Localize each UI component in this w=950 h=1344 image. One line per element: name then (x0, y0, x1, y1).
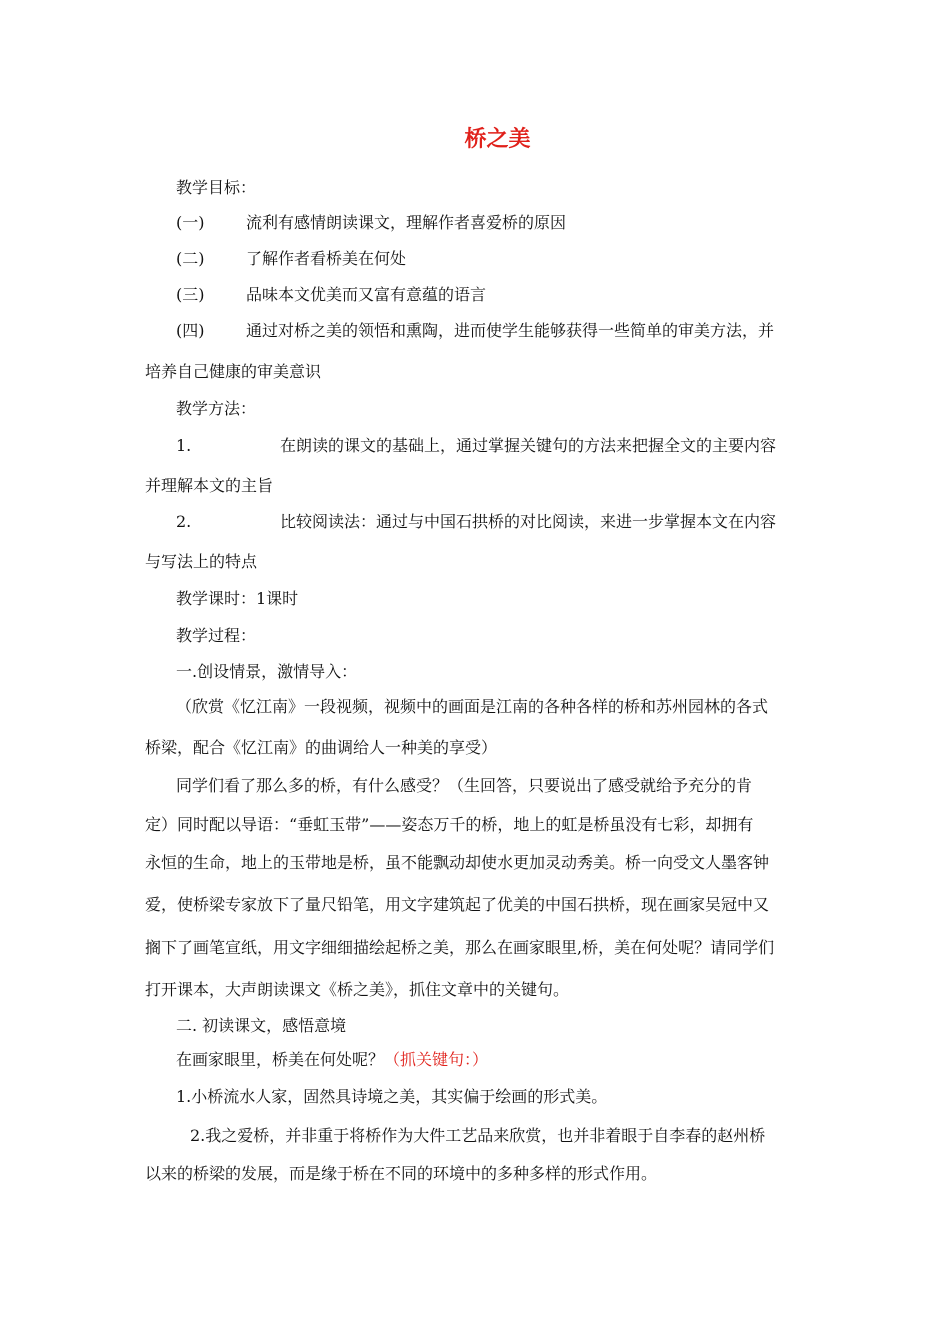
step1-heading: 一.创设情景，激情导入： (176, 662, 358, 681)
goal-number: (三) (176, 285, 205, 304)
goal-item-1 (176, 213, 566, 233)
step1-para2-line5: 搁下了画笔宣纸，用文字细细描绘起桥之美，那么在画家眼里,桥，美在何处呢？请同学们 (145, 938, 775, 957)
key-sentence-2-line2: 以来的桥梁的发展，而是缘于桥在不同的环境中的多种多样的形式作用。 (145, 1164, 658, 1183)
method-text: 在朗读的课文的基础上，通过掌握关键句的方法来把握全文的主要内容 (280, 436, 777, 455)
method-item-1 (176, 436, 776, 456)
goal-number: (四) (176, 321, 205, 340)
goal-text: 通过对桥之美的领悟和熏陶，进而使学生能够获得一些简单的审美方法，并 (246, 321, 775, 340)
step1-para2-line6: 打开课本，大声朗读课文《桥之美》，抓住文章中的关键句。 (145, 980, 570, 999)
goal-item-2 (176, 249, 406, 269)
step1-para2-line1: 同学们看了那么多的桥，有什么感受？（生回答，只要说出了感受就给予充分的肯 (176, 776, 753, 795)
step1-para2-line3: 永恒的生命，地上的玉带地是桥，虽不能飘动却使水更加灵动秀美。桥一向受文人墨客钟 (145, 853, 770, 872)
method-item-2 (176, 512, 776, 532)
goal-item-4 (176, 321, 774, 341)
goals-heading: 教学目标： (176, 178, 257, 197)
question-note: （抓关键句：） (384, 1050, 489, 1069)
key-sentence-2-line1: 2.我之爱桥，并非重于将桥作为大件工艺品来欣赏，也并非着眼于自李春的赵州桥 (190, 1126, 766, 1145)
method-number: 2. (176, 512, 192, 531)
process-heading: 教学过程： (176, 626, 257, 645)
teaching-hours: 教学课时：1课时 (176, 589, 299, 608)
step1-para2-line4: 爱，使桥梁专家放下了量尺铅笔，用文字建筑起了优美的中国石拱桥，现在画家吴冠中又 (145, 895, 770, 914)
goal-number: (一) (176, 213, 205, 232)
goal-text: 流利有感情朗读课文，理解作者喜爱桥的原因 (246, 213, 567, 232)
question-text: 在画家眼里，桥美在何处呢？ (176, 1050, 385, 1069)
goal-text: 品味本文优美而又富有意蕴的语言 (246, 285, 487, 304)
goal-number: (二) (176, 249, 205, 268)
step1-para1-line1: （欣赏《忆江南》一段视频，视频中的画面是江南的各种各样的桥和苏州园林的各式 (176, 697, 769, 716)
document-title: 桥之美 (464, 127, 531, 152)
step1-para2-line2: 定）同时配以导语：“垂虹玉带”——姿态万千的桥，地上的虹是桥虽没有七彩，却拥有 (145, 815, 754, 834)
method-text: 比较阅读法：通过与中国石拱桥的对比阅读，来进一步掌握本文在内容 (280, 512, 777, 531)
method-number: 1. (176, 436, 192, 455)
goal-item-4-continuation: 培养自己健康的审美意识 (145, 362, 322, 381)
methods-heading: 教学方法： (176, 399, 257, 418)
step2-question (176, 1050, 488, 1070)
goal-item-3 (176, 285, 486, 305)
method-item-1-continuation: 并理解本文的主旨 (145, 476, 274, 495)
key-sentence-1: 1.小桥流水人家，固然具诗境之美，其实偏于绘画的形式美。 (176, 1087, 608, 1106)
step2-heading: 二. 初读课文，感悟意境 (176, 1016, 347, 1035)
goal-text: 了解作者看桥美在何处 (246, 249, 407, 268)
step1-para1-line2: 桥梁，配合《忆江南》的曲调给人一种美的享受） (145, 738, 498, 757)
method-item-2-continuation: 与写法上的特点 (145, 552, 258, 571)
